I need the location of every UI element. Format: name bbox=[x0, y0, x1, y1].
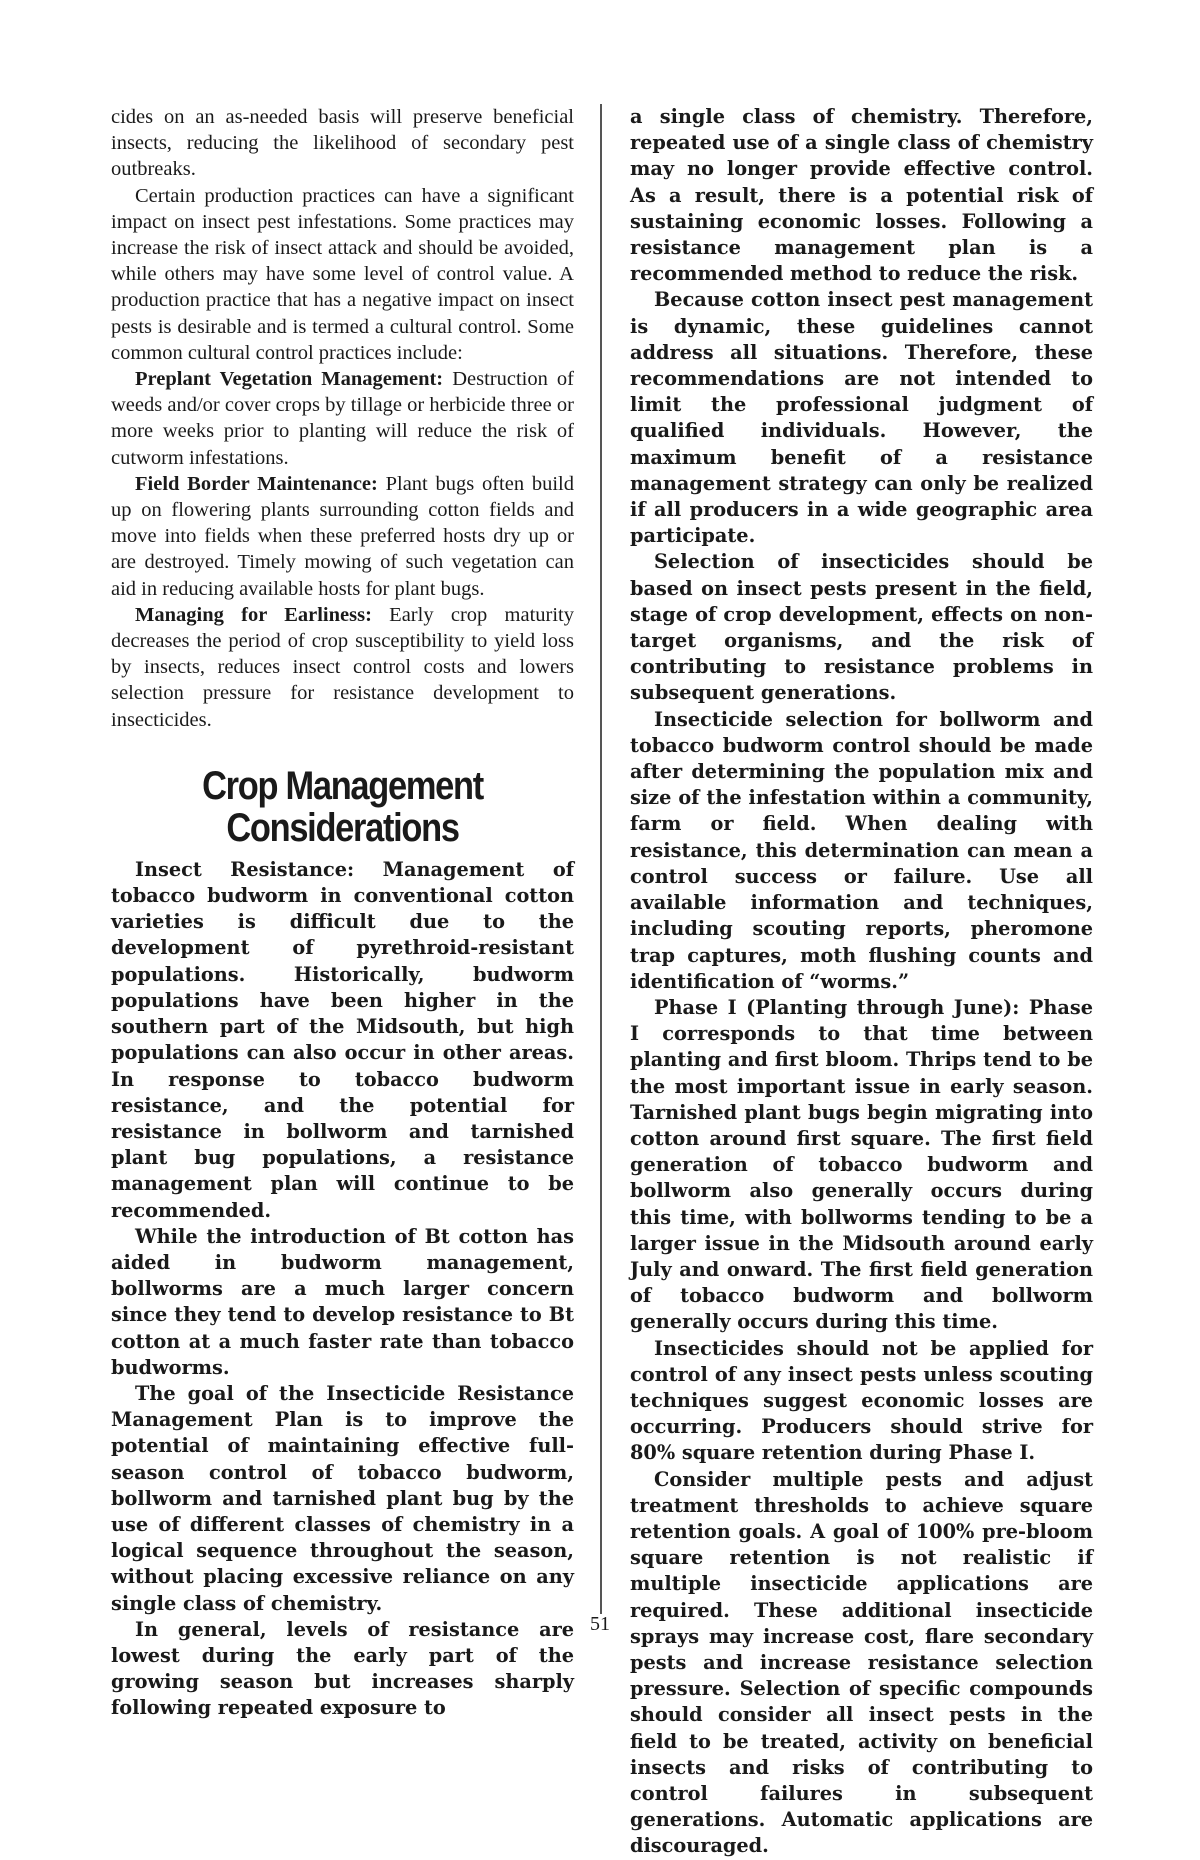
page-number: 51 bbox=[590, 1613, 610, 1635]
scouting-paragraph: Insecticides should not be applied for control of any insect pests unless scouting techniques suggest economic losses are occurring. Producers should strive for 80% square retention during Phase I. bbox=[630, 1336, 1093, 1465]
section-heading-line-2: Considerations bbox=[226, 805, 459, 850]
right-column bbox=[630, 104, 1093, 1860]
section-heading bbox=[143, 765, 541, 849]
resistance-levels-paragraph: In general, levels of resistance are lowest during the early part of the growing season but increases sharply following repeated exposure to bbox=[111, 1617, 574, 1720]
preplant-vegetation-label: Preplant Vegetation Management: bbox=[135, 368, 444, 391]
multiple-pests-paragraph: Consider multiple pests and adjust treatment thresholds to achieve square retention goals. A goal of 100% pre-bloom square retention is not realistic if multiple insecticide applications are required. These additional insecticide sprays may increase cost, flare secondary pests and increase resistance selection pressure. Selection of specific compounds should consider all insect pests in the field to be treated, activity on beneficial insects and risks of contributing to control failures in subsequent generations. Automatic applications are discouraged. bbox=[630, 1467, 1093, 1858]
preplant-vegetation-paragraph bbox=[111, 366, 574, 471]
column-divider bbox=[600, 104, 602, 1614]
resistance-plan-goal-paragraph: The goal of the Insecticide Resistance Management Plan is to improve the potential of maintaining effective full-season control of tobacco budworm, bollworm and tarnished plant bug by the use of different classes of chemistry in a logical sequence throughout the season, without placing excessive reliance on any single class of chemistry. bbox=[111, 1381, 574, 1615]
field-border-label: Field Border Maintenance: bbox=[135, 472, 378, 495]
left-paragraph-1: cides on an as-needed basis will preserve beneficial insects, reducing the likelihood of secondary pest outbreaks. bbox=[111, 106, 574, 181]
guidelines-emphasis: the maximum benefit of a resistance management strategy can only be realized if all producers in a wide geographic area participate. bbox=[630, 419, 1093, 548]
left-column bbox=[111, 104, 574, 1722]
bollworm-budworm-selection-paragraph: Insecticide selection for bollworm and tobacco budworm control should be made after determining the population mix and size of the infestation within a community, farm or field. When dealing with resistance, this determination can mean a control success or failure. Use all available information and techniques, including scouting reports, pheromone trap captures, moth flushing counts and identification of “worms.” bbox=[630, 707, 1093, 993]
earliness-paragraph bbox=[111, 602, 574, 733]
insect-resistance-paragraph: Insect Resistance: Management of tobacco budworm in conventional cotton varieties is difficult due to the development of pyrethroid-resistant populations. Historically, budworm populations have been higher in the southern part of the Midsouth, but high populations can also occur in other areas. In response to tobacco budworm resistance, and the potential for resistance in bollworm and tarnished plant bug populations, a resistance management plan will continue to be recommended. bbox=[111, 857, 574, 1222]
insecticide-selection-paragraph: Selection of insecticides should be based on insect pests present in the field, stage of crop development, effects on non-target organisms, and the risk of contributing to resistance problems in subsequent generations. bbox=[630, 550, 1093, 705]
earliness-text: Early crop maturity decreases the period of crop susceptibility to yield loss by insects, reduces insect control costs and lowers selection pressure for resistance development to insecticides. bbox=[111, 603, 574, 731]
bt-cotton-paragraph: While the introduction of Bt cotton has aided in budworm management, bollworms are a much larger concern since they tend to develop resistance to Bt cotton at a much faster rate than tobacco budworms. bbox=[111, 1224, 574, 1379]
guidelines-paragraph bbox=[630, 287, 1093, 549]
phase-one-label: Phase I (Planting through June): bbox=[654, 995, 1020, 1019]
earliness-label: Managing for Earliness: bbox=[135, 603, 372, 626]
left-paragraph-2: Certain production practices can have a significant impact on insect pest infestations. Some practices may increase the risk of insect attack and should be avoided, while others may have some level of control value. A production practice that has a negative impact on insect pests is desirable and is termed a cultural control. Some common cultural control practices include: bbox=[111, 184, 574, 364]
phase-one-paragraph bbox=[630, 995, 1093, 1336]
section-heading-line-1: Crop Management bbox=[202, 763, 483, 808]
field-border-paragraph bbox=[111, 471, 574, 602]
preplant-vegetation-text: Destruction of weeds and/or cover crops by tillage or herbicide three or more weeks prior to planting will reduce the risk of cutworm infestations. bbox=[111, 368, 574, 469]
guidelines-text: Because cotton insect pest management is dynamic, these guidelines cannot address all situations. Therefore, these recommendations are not intended to limit the professional judgment of qualified individuals. However, bbox=[630, 288, 1093, 443]
field-border-text: Plant bugs often build up on flowering plants surrounding cotton fields and move into fields when these preferred hosts dry up or are destroyed. Timely mowing of such vegetation can aid in reducing available hosts for plant bugs. bbox=[111, 472, 574, 600]
phase-one-text: Phase I corresponds to that time between planting and first bloom. Thrips tend to be the most important issue in early season. Tarnished plant bugs begin migrating into cotton around first square. The first field generation of tobacco budworm and bollworm also generally occurs during this time, with bollworms tending to be a larger issue in the Midsouth around early July and onward. The first field generation of tobacco budworm and bollworm generally occurs during this time. bbox=[630, 995, 1093, 1334]
right-paragraph-1: a single class of chemistry. Therefore, repeated use of a single class of chemistry may no longer provide effective control. As a result, there is a potential risk of sustaining economic losses. Following a resistance management plan is a recommended method to reduce the risk. bbox=[630, 105, 1093, 286]
